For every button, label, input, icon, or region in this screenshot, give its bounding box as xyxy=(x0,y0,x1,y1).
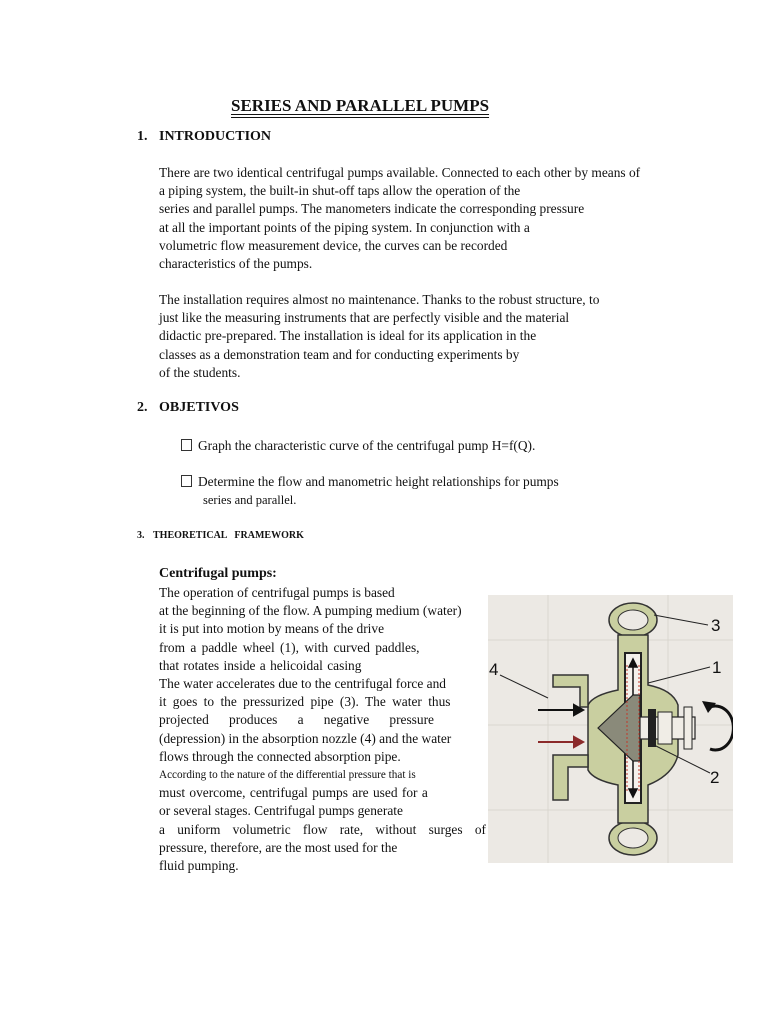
text-line: that rotates inside a helicoidal casing xyxy=(159,657,362,673)
figure-label-2: 2 xyxy=(710,768,720,787)
text-line: or several stages. Centrifugal pumps generate xyxy=(159,803,403,819)
text-line: According to the nature of the differential pressure that is xyxy=(159,769,416,782)
text-line: must overcome, centrifugal pumps are used for a xyxy=(159,785,428,801)
text-line: There are two identical centrifugal pumps available. Connected to each other by means of xyxy=(159,165,641,180)
text-line: just like the measuring instruments that are perfectly visible and the material xyxy=(159,310,570,326)
text-line: characteristics of the pumps. xyxy=(159,256,313,272)
objective-item xyxy=(181,437,535,455)
figure-label-3: 3 xyxy=(711,616,721,635)
figure-label-4: 4 xyxy=(489,660,499,679)
text-line: pressure, therefore, are the most used for the xyxy=(159,839,398,855)
text-line: The operation of centrifugal pumps is based xyxy=(159,585,395,600)
text-line: projected produces a negative pressure xyxy=(159,712,434,728)
intro-paragraph-2 xyxy=(159,291,599,382)
text-line: (depression) in the absorption nozzle (4) and the water xyxy=(159,730,452,746)
text-line: it goes to the pressurized pipe (3). The water thus xyxy=(159,694,451,710)
objective-text: Determine the flow and manometric height relationships for pumps xyxy=(198,474,559,489)
checkbox-glyph-icon xyxy=(181,475,192,487)
text-line: series and parallel pumps. The manometers indicate the corresponding pressure xyxy=(159,201,585,217)
section-heading-framework xyxy=(137,530,304,541)
section-title: INTRODUCTION xyxy=(159,129,272,144)
section-title: OBJETIVOS xyxy=(159,400,239,415)
text-line: The installation requires almost no maintenance. Thanks to the robust structure, to xyxy=(159,292,600,307)
centrifugal-pump-diagram xyxy=(488,595,733,863)
text-line: a piping system, the built-in shut-off taps allow the operation of the xyxy=(159,183,521,199)
text-line: from a paddle wheel (1), with curved paddles, xyxy=(159,639,420,655)
checkbox-glyph-icon xyxy=(181,439,192,451)
page-title: SERIES AND PARALLEL PUMPS xyxy=(231,96,490,115)
intro-paragraph-1 xyxy=(159,164,640,273)
text-line: at all the important points of the piping system. In conjunction with a xyxy=(159,219,530,235)
objective-text-continued: series and parallel. xyxy=(203,493,297,508)
section-title: THEORETICAL FRAMEWORK xyxy=(153,530,304,541)
objective-text: Graph the characteristic curve of the centrifugal pump H=f(Q). xyxy=(198,438,536,453)
section-heading-introduction xyxy=(137,129,271,145)
text-line: didactic pre-prepared. The installation is ideal for its application in the xyxy=(159,328,537,344)
figure-label-1: 1 xyxy=(712,658,722,677)
text-line: at the beginning of the flow. A pumping medium (water) xyxy=(159,603,462,619)
text-line: fluid pumping. xyxy=(159,858,239,874)
framework-paragraph xyxy=(159,584,487,875)
objective-item xyxy=(181,473,559,509)
text-line: it is put into motion by means of the drive xyxy=(159,621,385,637)
subheading-centrifugal-pumps: Centrifugal pumps: xyxy=(159,566,277,581)
section-heading-objectives xyxy=(137,400,239,416)
text-line: The water accelerates due to the centrifugal force and xyxy=(159,676,446,692)
section-number: 3. xyxy=(137,530,145,541)
text-line: classes as a demonstration team and for conducting experiments by xyxy=(159,346,520,362)
section-number: 2. xyxy=(137,400,148,415)
text-line: of the students. xyxy=(159,364,241,380)
section-number: 1. xyxy=(137,129,148,144)
text-line: volumetric flow measurement device, the curves can be recorded xyxy=(159,237,508,253)
text-line: a uniform volumetric flow rate, without surges of xyxy=(159,821,486,837)
text-line: flows through the connected absorption pipe. xyxy=(159,748,401,764)
